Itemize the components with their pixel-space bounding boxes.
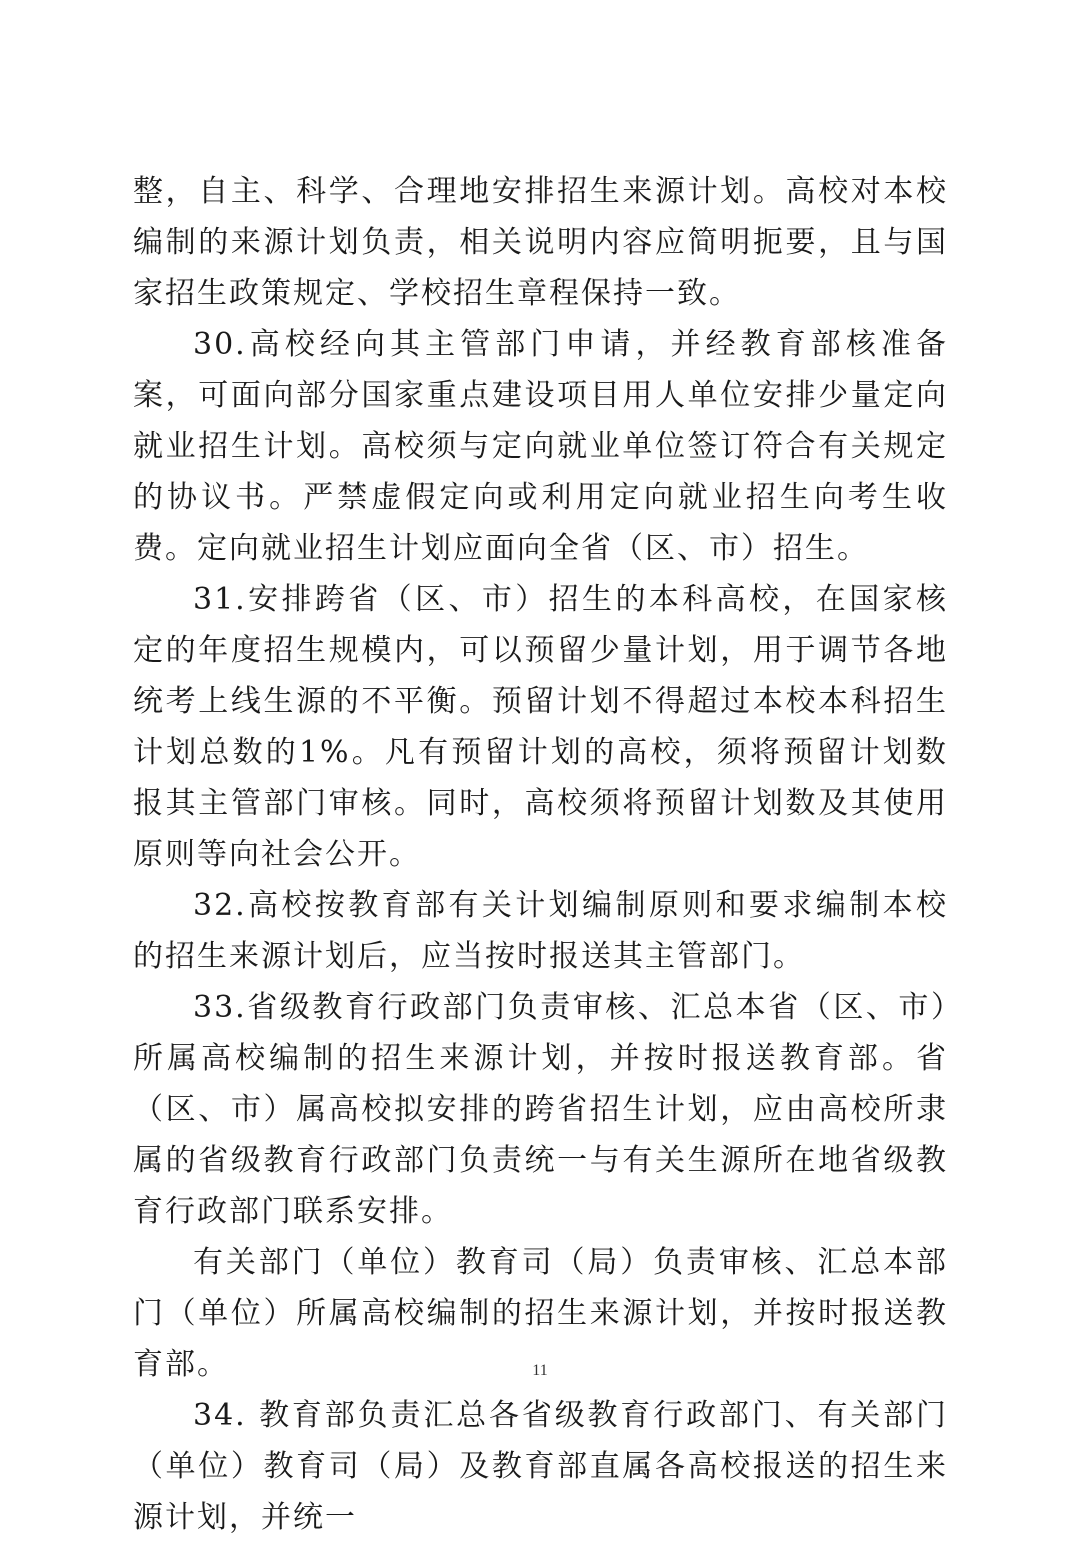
- paragraph-32: 32.高校按教育部有关计划编制原则和要求编制本校的招生来源计划后，应当按时报送其主管部门。: [133, 888, 948, 974]
- paragraph-31: 31.安排跨省（区、市）招生的本科高校，在国家核定的年度招生规模内，可以预留少量计划，用于调节各地统考上线生源的不平衡。预留计划不得超过本校本科招生计划总数的1%。凡有预留计划的高校，须将预留计划数报其主管部门审核。同时，高校须将预留计划数及其使用原则等向社会公开。: [133, 582, 948, 872]
- paragraph-34: 34. 教育部负责汇总各省级教育行政部门、有关部门（单位）教育司（局）及教育部直属各高校报送的招生来源计划，并统一: [133, 1398, 948, 1535]
- body-text: [133, 166, 948, 1543]
- paragraph-33-supplement: 有关部门（单位）教育司（局）负责审核、汇总本部门（单位）所属高校编制的招生来源计划，并按时报送教育部。: [133, 1245, 948, 1382]
- page-number: 11: [532, 1362, 548, 1379]
- paragraph-33: 33.省级教育行政部门负责审核、汇总本省（区、市）所属高校编制的招生来源计划，并按时报送教育部。省（区、市）属高校拟安排的跨省招生计划，应由高校所隶属的省级教育行政部门负责统一与有关生源所在地省级教育行政部门联系安排。: [133, 990, 948, 1229]
- paragraph-continuation: 整，自主、科学、合理地安排招生来源计划。高校对本校编制的来源计划负责，相关说明内容应简明扼要，且与国家招生政策规定、学校招生章程保持一致。: [133, 174, 948, 311]
- paragraph-30: 30.高校经向其主管部门申请，并经教育部核准备案，可面向部分国家重点建设项目用人单位安排少量定向就业招生计划。高校须与定向就业单位签订符合有关规定的协议书。严禁虚假定向或利用定向就业招生向考生收费。定向就业招生计划应面向全省（区、市）招生。: [133, 327, 948, 566]
